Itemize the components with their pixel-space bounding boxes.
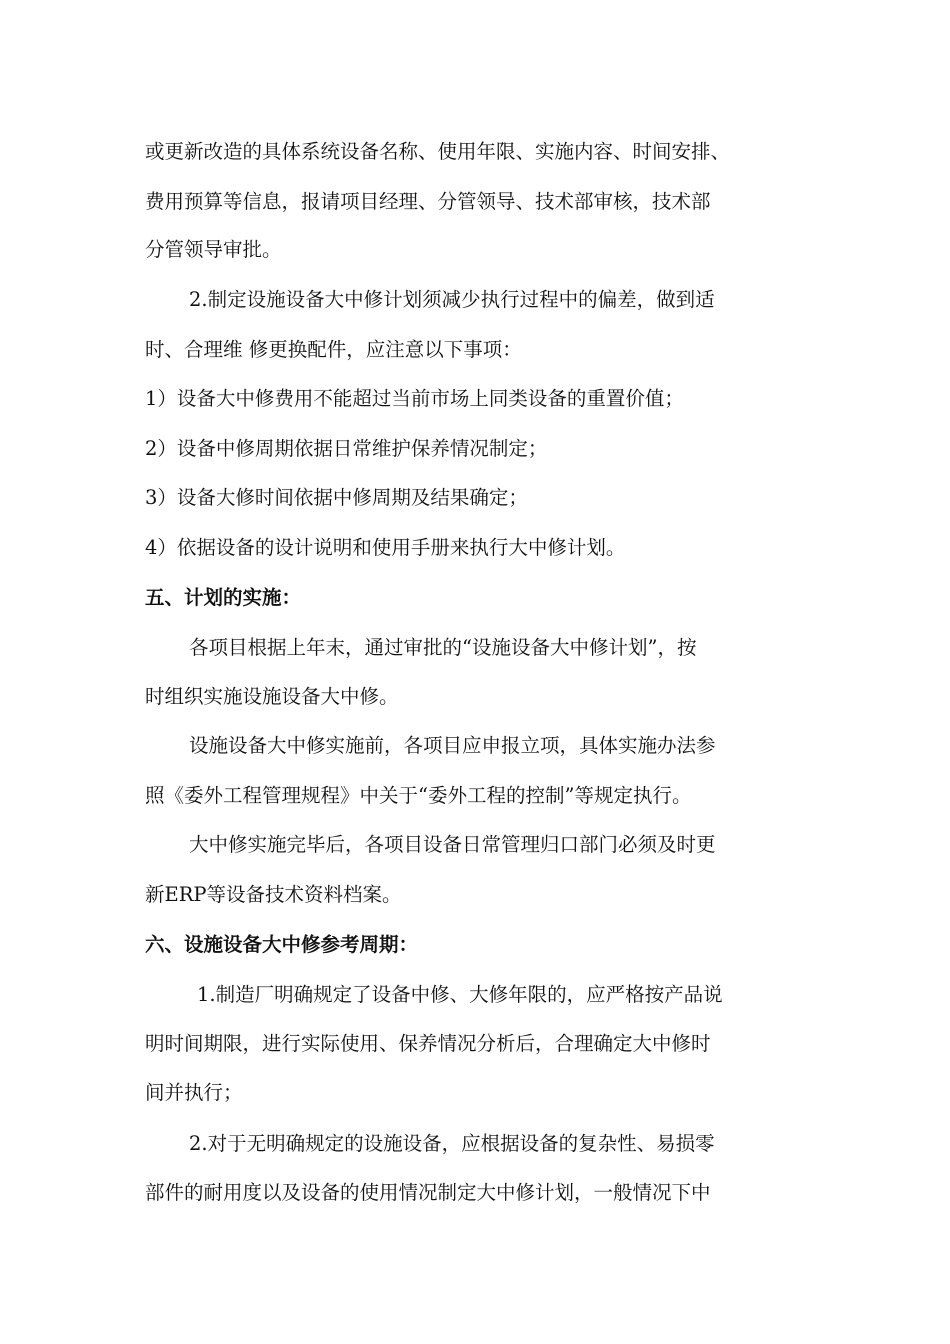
paragraph-line: 明时间期限，进行实际使用、保养情况分析后，合理确定大中修时 — [145, 1032, 711, 1055]
list-item: 3）设备大修时间依据中修周期及结果确定； — [145, 486, 528, 509]
paragraph-line: 时、合理维 修更换配件，应注意以下事项： — [145, 338, 522, 361]
paragraph-line: 2.对于无明确规定的设施设备，应根据设备的复杂性、易损零 — [189, 1132, 715, 1155]
paragraph-line: 分管领导审批。 — [145, 238, 282, 261]
paragraph-line: 各项目根据上年末，通过审批的“设施设备大中修计划”，按 — [189, 636, 697, 659]
section-heading: 五、计划的实施： — [145, 586, 302, 609]
paragraph-line: 大中修实施完毕后，各项目设备日常管理归口部门必须及时更 — [189, 833, 716, 856]
paragraph-line: 照《委外工程管理规程》中关于“委外工程的控制”等规定执行。 — [145, 784, 692, 807]
paragraph-line: 间并执行； — [145, 1081, 243, 1104]
section-heading: 六、设施设备大中修参考周期： — [145, 933, 419, 956]
paragraph-line: 费用预算等信息，报请项目经理、分管领导、技术部审核，技术部 — [145, 190, 711, 213]
paragraph-line: 时组织实施设施设备大中修。 — [145, 685, 399, 708]
list-item: 4）依据设备的设计说明和使用手册来执行大中修计划。 — [145, 536, 626, 559]
paragraph-line: 部件的耐用度以及设备的使用情况制定大中修计划，一般情况下中 — [145, 1181, 711, 1204]
list-item: 1）设备大中修费用不能超过当前市场上同类设备的重置价值； — [145, 387, 684, 410]
paragraph-line: 2.制定设施设备大中修计划须减少执行过程中的偏差，做到适 — [189, 288, 715, 311]
paragraph-line: 设施设备大中修实施前，各项目应申报立项，具体实施办法参 — [189, 734, 716, 757]
paragraph-line: 1.制造厂明确规定了设备中修、大修年限的，应严格按产品说 — [197, 983, 723, 1006]
list-item: 2）设备中修周期依据日常维护保养情况制定； — [145, 437, 548, 460]
paragraph-line: 新ERP等设备技术资料档案。 — [145, 883, 402, 906]
paragraph-line: 或更新改造的具体系统设备名称、使用年限、实施内容、时间安排、 — [145, 140, 731, 163]
